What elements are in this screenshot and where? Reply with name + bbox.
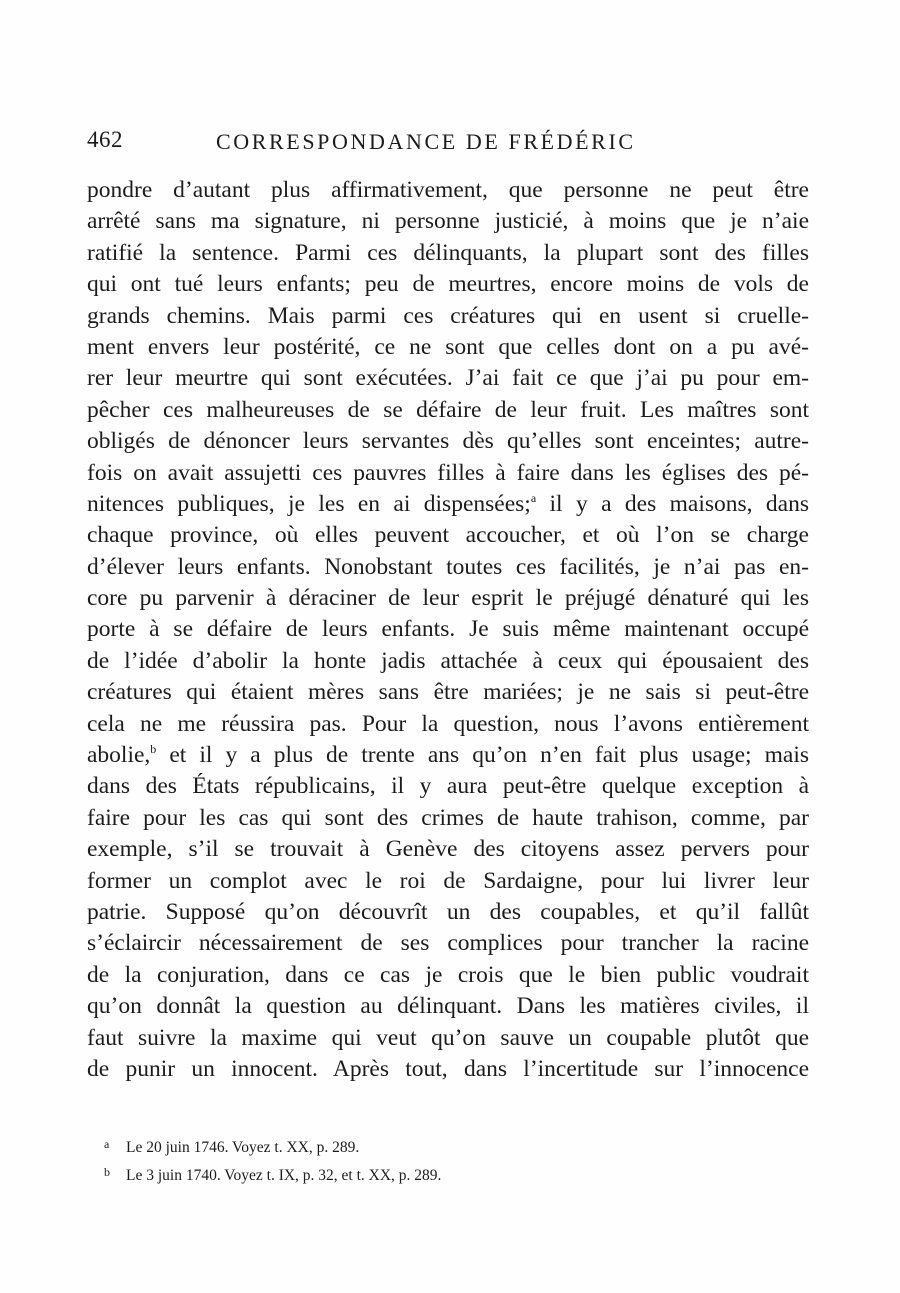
text-line: patrie. Supposé qu’on découvrît un des coupables, et qu’il fallût [87,898,809,925]
text-line: créatures qui étaient mères sans être mariées; je ne sais si peut-être [87,679,809,706]
text-line: d’élever leurs enfants. Nonobstant toutes ces facilités, je n’ai pas en- [87,553,809,580]
footnote-text: Le 3 juin 1740. Voyez t. IX, p. 32, et t. XX, p. 289. [126,1167,442,1184]
text-line: faire pour les cas qui sont des crimes de haute trahison, comme, par [87,804,809,831]
footnote [104,1158,704,1186]
text-line [87,740,809,771]
footnote [104,1130,704,1158]
text-line: pondre d’autant plus affirmativement, que personne ne peut être [87,177,809,203]
footnotes [104,1130,704,1186]
page-number: 462 [87,127,123,152]
text-segment: abolie, [87,742,151,769]
text-segment: et il y a plus de trente ans qu’on n’en fait plus usage; mais [156,742,809,769]
text-line: ment envers leur postérité, ce ne sont que celles dont on a pu avé- [87,333,809,360]
text-line: pêcher ces malheureuses de se défaire de leur fruit. Les maîtres sont [87,396,809,423]
text-line: ratifié la sentence. Parmi ces délinquants, la plupart sont des filles [87,239,809,266]
running-head [87,127,812,163]
text-line: exemple, s’il se trouvait à Genève des citoyens assez pervers pour [87,836,809,863]
text-line: s’éclaircir nécessairement de ses complices pour trancher la racine [87,930,809,957]
text-line: former un complot avec le roi de Sardaigne, pour lui livrer leur [87,867,809,894]
text-segment: nitences publiques, je les en ai dispensées; [87,490,531,517]
footnote-text: Le 20 juin 1746. Voyez t. XX, p. 289. [126,1139,360,1156]
text-line: de punir un innocent. Après tout, dans l’incertitude sur l’innocence [87,1055,809,1082]
text-line: dans des États républicains, il y aura peut-être quelque exception à [87,773,809,800]
text-line [87,489,809,520]
text-line: obligés de dénoncer leurs servantes dès qu’elles sont enceintes; autre- [87,428,809,455]
text-line: faut suivre la maxime qui veut qu’on sauve un coupable plutôt que [87,1024,809,1051]
text-line: fois on avait assujetti ces pauvres filles à faire dans les églises des pé- [87,459,809,486]
text-line: grands chemins. Mais parmi ces créatures qui en usent si cruelle- [87,302,809,329]
running-title: CORRESPONDANCE DE FRÉDÉRIC [216,129,636,154]
body-text [87,175,809,1085]
footnote-mark: b [104,1165,110,1179]
footnote-reference: b [150,742,157,757]
text-line: de la conjuration, dans ce cas je crois que le bien public voudrait [87,961,809,988]
text-line: core pu parvenir à déraciner de leur esprit le préjugé dénaturé qui les [87,585,809,612]
text-line: cela ne me réussira pas. Pour la question, nous l’avons entièrement [87,710,809,737]
text-segment: il y a des maisons, dans [536,490,809,517]
text-line: de l’idée d’abolir la honte jadis attachée à ceux qui épousaient des [87,647,809,674]
text-line: chaque province, où elles peuvent accoucher, et où l’on se charge [87,522,809,549]
footnote-mark: a [104,1137,110,1151]
text-line: rer leur meurtre qui sont exécutées. J’ai fait ce que j’ai pu pour em- [87,365,809,392]
text-line: arrêté sans ma signature, ni personne justicié, à moins que je n’aie [87,208,809,235]
text-line: qu’on donnât la question au délinquant. Dans les matières civiles, il [87,993,809,1020]
footnote-reference: a [530,490,537,505]
text-line: porte à se défaire de leurs enfants. Je suis même maintenant occupé [87,616,809,643]
text-line: qui ont tué leurs enfants; peu de meurtres, encore moins de vols de [87,271,809,298]
